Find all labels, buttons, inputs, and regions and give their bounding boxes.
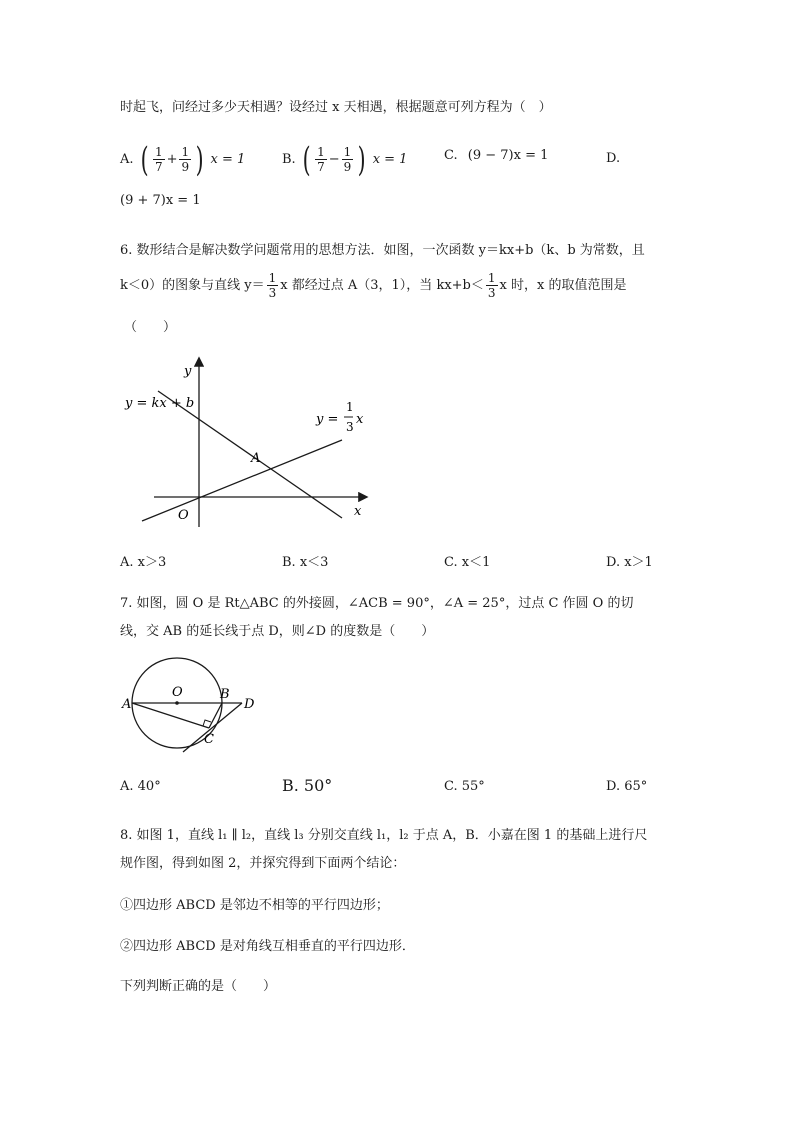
q5-option-d-label: D. bbox=[606, 151, 621, 166]
q6-stem-line2 bbox=[120, 266, 626, 306]
q6-function-graph bbox=[110, 345, 390, 535]
q7-circle-figure bbox=[112, 650, 272, 760]
label-kx-plus-b: y = kx + b bbox=[125, 396, 195, 411]
fraction-1-3: $\frac{1}{3}$ bbox=[487, 271, 496, 300]
axis-y-label: y bbox=[184, 364, 192, 379]
q8-question: 下列判断正确的是（ ） bbox=[120, 979, 277, 994]
label-a: A bbox=[122, 697, 132, 712]
axis-x-label: x bbox=[354, 504, 362, 519]
q5-option-c-expr: (9 − 7)x = 1 bbox=[467, 148, 549, 163]
q8-stem-line2: 规作图，得到如图 2，并探究得到下面两个结论： bbox=[120, 856, 406, 871]
q8-stem-line1: 8. 如图 1，直线 l₁ ∥ l₂，直线 l₃ 分别交直线 l₁，l₂ 于点 A，B．小嘉在图 1 的基础上进行尺 bbox=[120, 828, 648, 843]
q5-option-c-label: C. bbox=[444, 148, 458, 163]
q6-option-d: D. x＞1 bbox=[606, 555, 653, 570]
q6-line2-part-a: k＜0）的图象与直线 y＝ bbox=[120, 278, 265, 293]
paren-open: ( bbox=[140, 139, 149, 180]
q6-option-b: B. x＜3 bbox=[282, 555, 329, 570]
chord-ac bbox=[132, 703, 209, 728]
paren-close: ) bbox=[357, 139, 366, 180]
fraction-1-9: $\frac{1}{9}$ bbox=[181, 145, 190, 174]
q6-line2-part-b: x 都经过点 A（3，1），当 kx+b＜ bbox=[280, 278, 484, 293]
q5-option-a-label: A. bbox=[120, 152, 134, 167]
q8-conclusion-1: ①四边形 ABCD 是邻边不相等的平行四边形； bbox=[120, 898, 389, 913]
q7-option-b: B. 50° bbox=[282, 776, 333, 795]
q5-stem-tail: 时起飞，问经过多少天相遇？设经过 x 天相遇，根据题意可列方程为（ ） bbox=[120, 100, 552, 115]
fraction-1-3: $\frac{1}{3}$ bbox=[268, 271, 277, 300]
q5-option-d-expr: (9 + 7)x = 1 bbox=[120, 193, 201, 208]
fraction-1-7: $\frac{1}{7}$ bbox=[154, 145, 163, 174]
label-d: D bbox=[244, 697, 255, 712]
q6-line2-part-c: x 时，x 的取值范围是 bbox=[499, 278, 627, 293]
label-frac-den: 3 bbox=[346, 420, 354, 434]
q5-option-a-suffix: x = 1 bbox=[210, 152, 246, 167]
label-frac-num: 1 bbox=[346, 400, 354, 414]
q6-option-c: C. x＜1 bbox=[444, 555, 491, 570]
fraction-1-9: $\frac{1}{9}$ bbox=[343, 145, 352, 174]
q5-option-b-suffix: x = 1 bbox=[372, 152, 408, 167]
label-c: C bbox=[204, 732, 214, 747]
q7-stem-line2: 线，交 AB 的延长线于点 D，则∠D 的度数是（ ） bbox=[120, 624, 435, 639]
q7-option-d: D. 65° bbox=[606, 779, 648, 794]
line-one-third-x bbox=[142, 440, 342, 521]
q5-option-b bbox=[282, 140, 407, 180]
plus-sign: + bbox=[166, 152, 178, 167]
center-dot bbox=[175, 701, 179, 705]
q8-conclusion-2: ②四边形 ABCD 是对角线互相垂直的平行四边形． bbox=[120, 939, 415, 954]
q7-stem-line1: 7. 如图，圆 O 是 Rt△ABC 的外接圆，∠ACB = 90°，∠A = 25°，过点 C 作圆 O 的切 bbox=[120, 596, 634, 611]
label-y-eq: y = bbox=[316, 412, 339, 427]
fraction-1-7: $\frac{1}{7}$ bbox=[317, 145, 325, 174]
q7-option-c: C. 55° bbox=[444, 779, 485, 794]
q5-option-c bbox=[444, 148, 548, 163]
label-frac-var: x bbox=[356, 412, 364, 427]
q6-stem-line1: 6. 数形结合是解决数学问题常用的思想方法．如图，一次函数 y＝kx+b（k、b 为常数，且 bbox=[120, 243, 645, 258]
origin-label: O bbox=[178, 508, 189, 523]
q7-option-a: A. 40° bbox=[120, 779, 161, 794]
minus-sign: − bbox=[328, 152, 340, 167]
label-b: B bbox=[220, 687, 230, 702]
paren-open: ( bbox=[302, 139, 311, 180]
q6-option-a: A. x＞3 bbox=[120, 555, 167, 570]
q5-option-a bbox=[120, 140, 245, 180]
label-o: O bbox=[172, 685, 183, 700]
point-a-label: A bbox=[251, 451, 261, 466]
paren-close: ) bbox=[195, 139, 204, 180]
q5-option-b-label: B. bbox=[282, 152, 296, 167]
q6-answer-bracket: （ ） bbox=[124, 320, 177, 335]
